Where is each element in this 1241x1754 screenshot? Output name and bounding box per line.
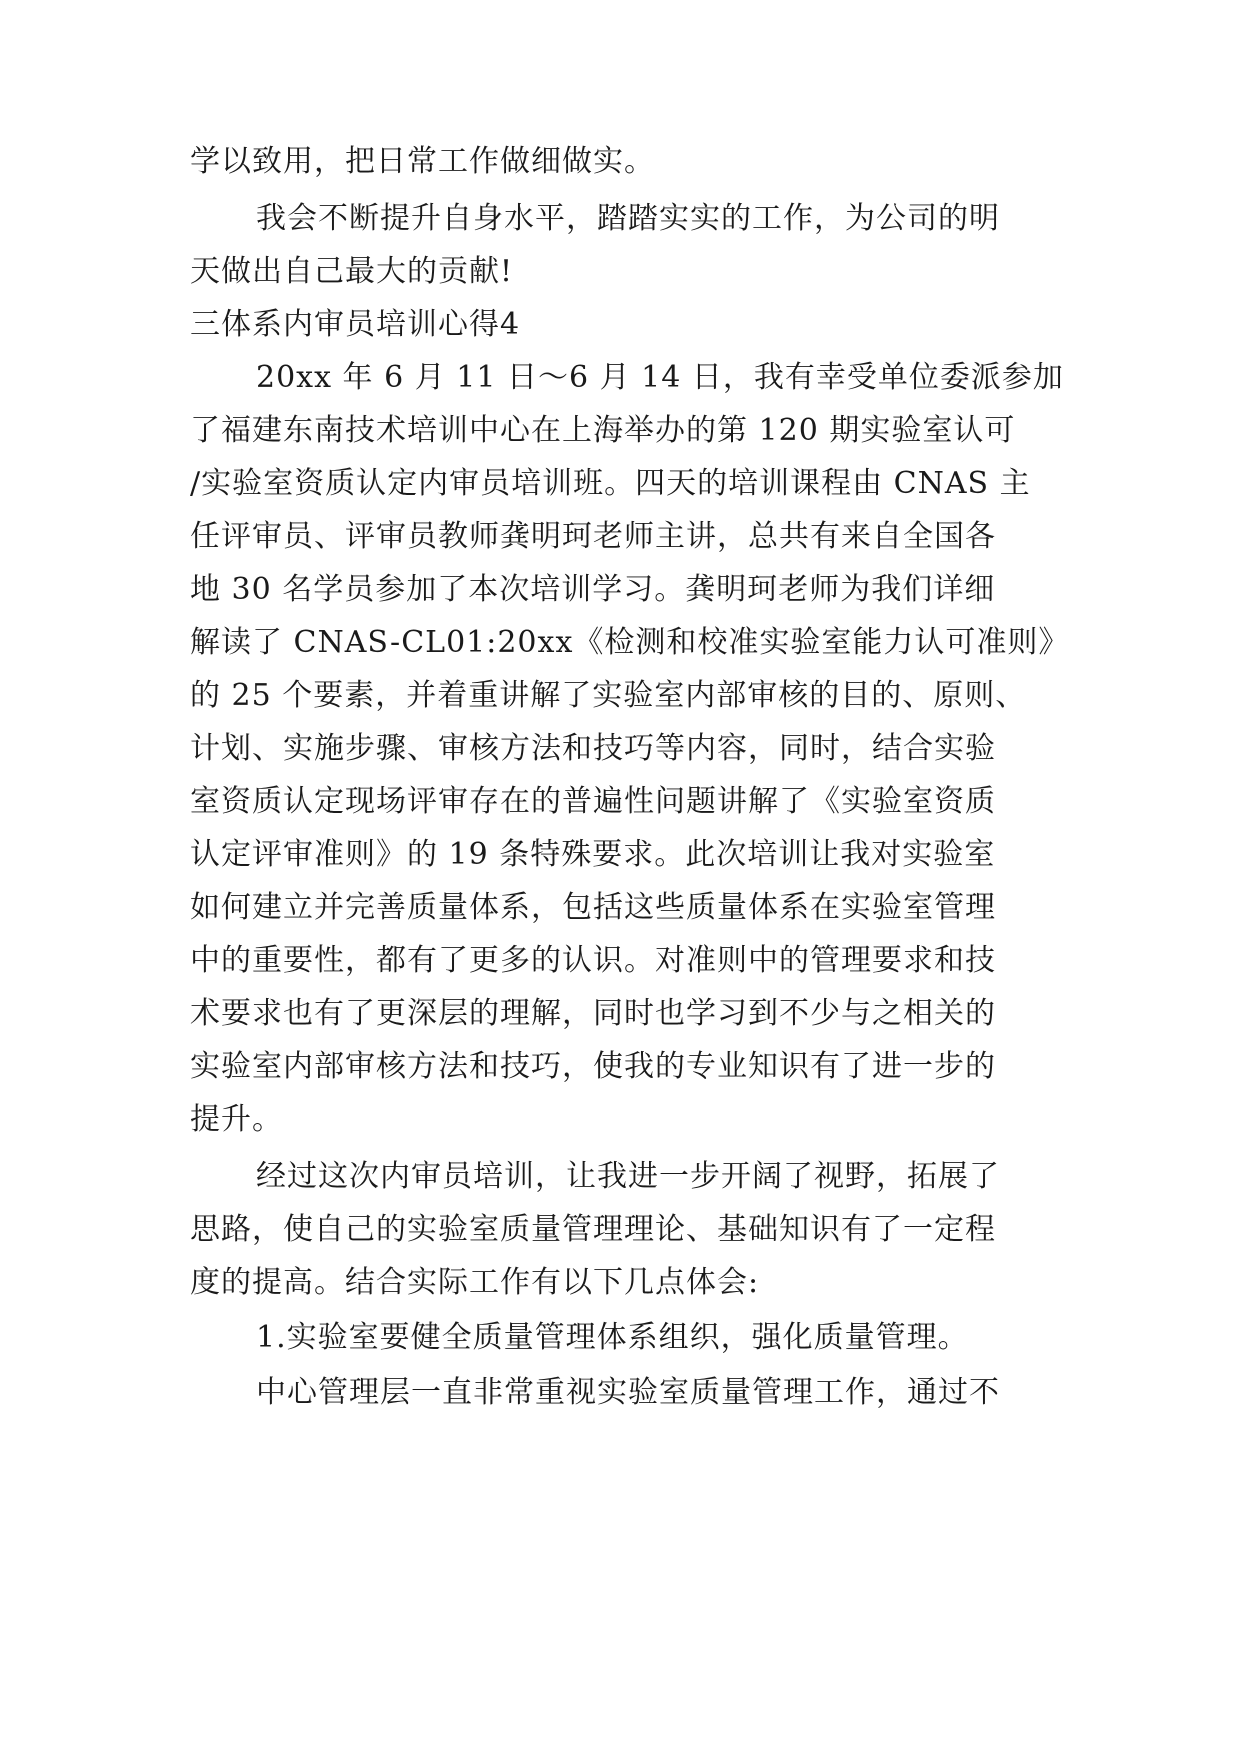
paragraph-line: 提升。 [190, 1102, 283, 1137]
list-item: 1.实验室要健全质量管理体系组织，强化质量管理。 [256, 1320, 969, 1355]
paragraph-line: 地 30 名学员参加了本次培训学习。龚明珂老师为我们详细 [190, 572, 996, 607]
paragraph-line: 了福建东南技术培训中心在上海举办的第 120 期实验室认可 [190, 413, 1016, 448]
paragraph-line: 经过这次内审员培训，让我进一步开阔了视野，拓展了 [256, 1159, 1000, 1194]
paragraph-line: 中心管理层一直非常重视实验室质量管理工作，通过不 [256, 1375, 1000, 1410]
paragraph-line: /实验室资质认定内审员培训班。四天的培训课程由 CNAS 主 [190, 466, 1031, 501]
paragraph-line: 的 25 个要素，并着重讲解了实验室内部审核的目的、原则、 [190, 678, 1027, 713]
paragraph-line: 中的重要性，都有了更多的认识。对准则中的管理要求和技 [190, 943, 996, 978]
paragraph-line: 实验室内部审核方法和技巧，使我的专业知识有了进一步的 [190, 1049, 996, 1084]
paragraph-line: 计划、实施步骤、审核方法和技巧等内容，同时，结合实验 [190, 731, 996, 766]
section-heading: 三体系内审员培训心得4 [190, 307, 521, 342]
paragraph-line: 我会不断提升自身水平，踏踏实实的工作，为公司的明 [256, 201, 1000, 236]
paragraph-line: 术要求也有了更深层的理解，同时也学习到不少与之相关的 [190, 996, 996, 1031]
paragraph-line: 20xx 年 6 月 11 日～6 月 14 日，我有幸受单位委派参加 [256, 360, 1064, 395]
paragraph-line: 解读了 CNAS-CL01:20xx《检测和校准实验室能力认可准则》 [190, 625, 1070, 660]
paragraph-line: 如何建立并完善质量体系，包括这些质量体系在实验室管理 [190, 890, 996, 925]
paragraph-line: 思路，使自己的实验室质量管理理论、基础知识有了一定程 [190, 1212, 996, 1247]
paragraph-line: 学以致用，把日常工作做细做实。 [190, 144, 655, 179]
paragraph-line: 室资质认定现场评审存在的普遍性问题讲解了《实验室资质 [190, 784, 996, 819]
paragraph-line: 天做出自己最大的贡献! [190, 254, 514, 289]
paragraph-line: 任评审员、评审员教师龚明珂老师主讲，总共有来自全国各 [190, 519, 996, 554]
paragraph-line: 认定评审准则》的 19 条特殊要求。此次培训让我对实验室 [190, 837, 996, 872]
paragraph-line: 度的提高。结合实际工作有以下几点体会: [190, 1265, 760, 1300]
